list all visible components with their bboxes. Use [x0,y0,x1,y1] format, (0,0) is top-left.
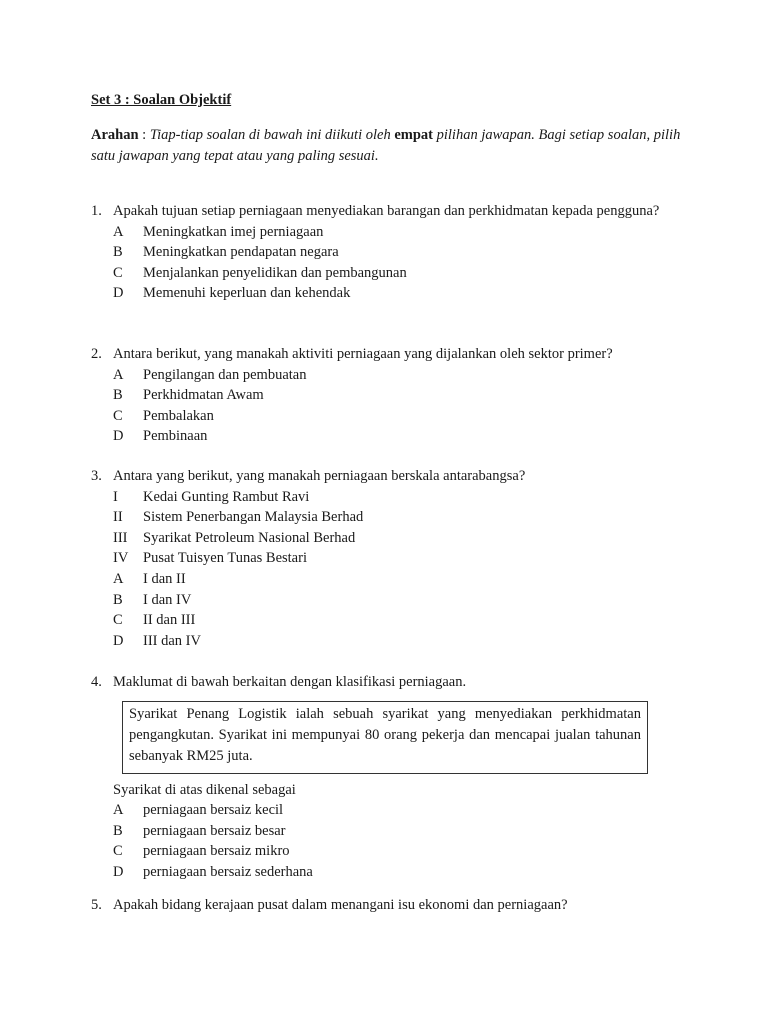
option-text: I dan IV [143,591,192,608]
statement-text: Pusat Tuisyen Tunas Bestari [143,550,307,567]
instruction-separator: : [138,127,150,143]
instruction-text-2: pilihan jawapan. Bagi setiap soalan, pilih satu jawapan yang tepat atau yang paling sesuai. [91,127,681,164]
option-text: Menjalankan penyelidikan dan pembangunan [143,264,407,281]
option-text: perniagaan bersaiz besar [143,822,286,839]
option-letter: A [113,802,124,819]
option-c[interactable] [113,841,681,862]
instruction-emphasis: empat [394,127,433,143]
option-c[interactable] [113,406,681,427]
option-a[interactable] [113,800,681,821]
question-stem: Antara berikut, yang manakah aktiviti perniagaan yang dijalankan oleh sektor primer? [113,346,613,362]
option-a[interactable] [113,222,681,243]
option-letter: A [113,570,124,587]
option-text: Memenuhi keperluan dan kehendak [143,285,351,302]
statement-iv [113,548,681,569]
option-d[interactable] [113,631,681,652]
page-title: Set 3 : Soalan Objektif [91,92,232,108]
question-stem: Maklumat di bawah berkaitan dengan klasifikasi perniagaan. [113,674,467,690]
option-text: Meningkatkan imej perniagaan [143,223,324,240]
info-box: Syarikat Penang Logistik ialah sebuah syarikat yang menyediakan perkhidmatan pengangkutan. Syarikat ini mempunyai 80 orang pekerja dan mencapai jualan tahunan sebanyak RM25 juta. [122,701,648,774]
option-text: perniagaan bersaiz sederhana [143,863,313,880]
option-text: Pengilangan dan pembuatan [143,366,307,383]
question-4 [91,672,681,883]
option-b[interactable] [113,242,681,263]
option-letter: C [113,843,123,860]
option-letter: C [113,264,123,281]
option-text: III dan IV [143,632,201,649]
option-c[interactable] [113,263,681,284]
question-number: 3. [91,468,102,484]
statement-text: Sistem Penerbangan Malaysia Berhad [143,509,364,526]
question-number: 4. [91,674,102,690]
option-text: Pembalakan [143,407,214,424]
statement-ii [113,507,681,528]
option-text: perniagaan bersaiz kecil [143,802,284,819]
option-d[interactable] [113,426,681,447]
option-letter: A [113,223,124,240]
option-a[interactable] [113,569,681,590]
option-b[interactable] [113,821,681,842]
option-letter: B [113,244,123,261]
statement-numeral: III [113,529,128,546]
option-text: II dan III [143,612,196,629]
statement-text: Syarikat Petroleum Nasional Berhad [143,529,356,546]
question-stem: Apakah tujuan setiap perniagaan menyediakan barangan dan perkhidmatan kepada pengguna? [113,203,660,219]
option-letter: C [113,612,123,629]
instruction-label: Arahan [91,127,139,143]
option-letter: D [113,428,124,445]
option-letter: B [113,387,123,404]
option-letter: B [113,591,123,608]
option-a[interactable] [113,365,681,386]
instruction [91,125,681,167]
statement-numeral: I [113,488,118,505]
option-letter: D [113,285,124,302]
statement-iii [113,528,681,549]
option-b[interactable] [113,385,681,406]
question-1 [91,201,681,304]
question-stem: Antara yang berikut, yang manakah perniagaan berskala antarabangsa? [113,468,526,484]
question-prompt: Syarikat di atas dikenal sebagai [113,781,296,798]
option-c[interactable] [113,610,681,631]
option-letter: A [113,366,124,383]
question-number: 1. [91,203,102,219]
instruction-text-1: Tiap-tiap soalan di bawah ini diikuti oleh [149,127,395,143]
option-b[interactable] [113,590,681,611]
statement-numeral: II [113,509,123,526]
question-stem: Apakah bidang kerajaan pusat dalam menangani isu ekonomi dan perniagaan? [113,897,568,913]
option-text: perniagaan bersaiz mikro [143,843,290,860]
question-number: 5. [91,897,102,913]
question-2 [91,344,681,447]
question-3 [91,466,681,651]
option-letter: B [113,822,123,839]
option-text: I dan II [143,570,186,587]
option-letter: D [113,632,124,649]
question-5 [91,895,681,916]
option-letter: D [113,863,124,880]
option-text: Perkhidmatan Awam [143,387,264,404]
statement-numeral: IV [113,550,129,567]
option-d[interactable] [113,283,681,304]
question-number: 2. [91,346,102,362]
option-letter: C [113,407,123,424]
option-d[interactable] [113,862,681,883]
statement-text: Kedai Gunting Rambut Ravi [143,488,310,505]
option-text: Meningkatkan pendapatan negara [143,244,339,261]
statement-i [113,487,681,508]
option-text: Pembinaan [143,428,208,445]
